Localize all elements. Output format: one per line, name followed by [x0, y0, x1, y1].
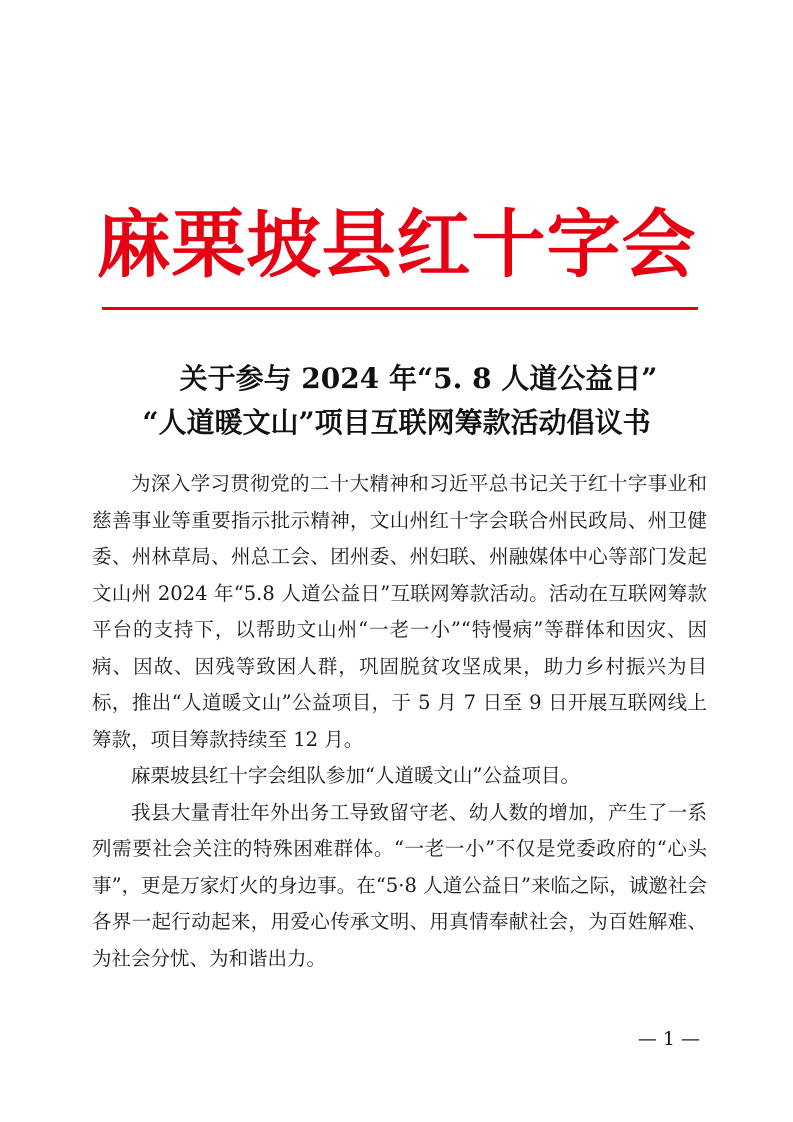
body-paragraph: 为深入学习贯彻党的二十大精神和习近平总书记关于红十字事业和慈善事业等重要指示批示精神，文山州红十字会联合州民政局、州卫健委、州林草局、州总工会、团州委、州妇联、州融媒体中心等部门发起文山州 2024 年“5.8 人道公益日”互联网筹款活动。活动在互联网筹款平台的支持下，以帮助文山州“一老一小”“特慢病”等群体和因灾、因病、因故、因残等致困人群，巩固脱贫攻坚成果，助力乡村振兴为目标，推出“人道暖文山”公益项目，于 5 月 7 日至 9 日开展互联网线上筹款，项目筹款持续至 12 月。: [92, 472, 707, 751]
title-line-2: “人道暖文山”项目互联网筹款活动倡议书: [142, 406, 651, 439]
title-line-1: 关于参与 2024 年“5. 8 人道公益日”: [179, 362, 658, 395]
body-paragraph: 麻栗坡县红十字会组队参加“人道暖文山”公益项目。: [131, 764, 580, 787]
body-paragraph: 我县大量青壮年外出务工导致留守老、幼人数的增加，产生了一系列需要社会关注的特殊困难群体。“一老一小”不仅是党委政府的“心头事”，更是万家灯火的身边事。在“5·8 人道公益日”来临之际，诚邀社会各界一起行动起来，用爱心传承文明、用真情奉献社会，为百姓解难、为社会分忧、为和谐出力。: [92, 800, 707, 970]
red-divider-line: [102, 307, 698, 310]
organization-header: 麻栗坡县红十字会: [96, 202, 697, 288]
document-body: [92, 466, 707, 977]
document-title: [0, 357, 793, 445]
page-number: — 1 —: [637, 1028, 700, 1050]
